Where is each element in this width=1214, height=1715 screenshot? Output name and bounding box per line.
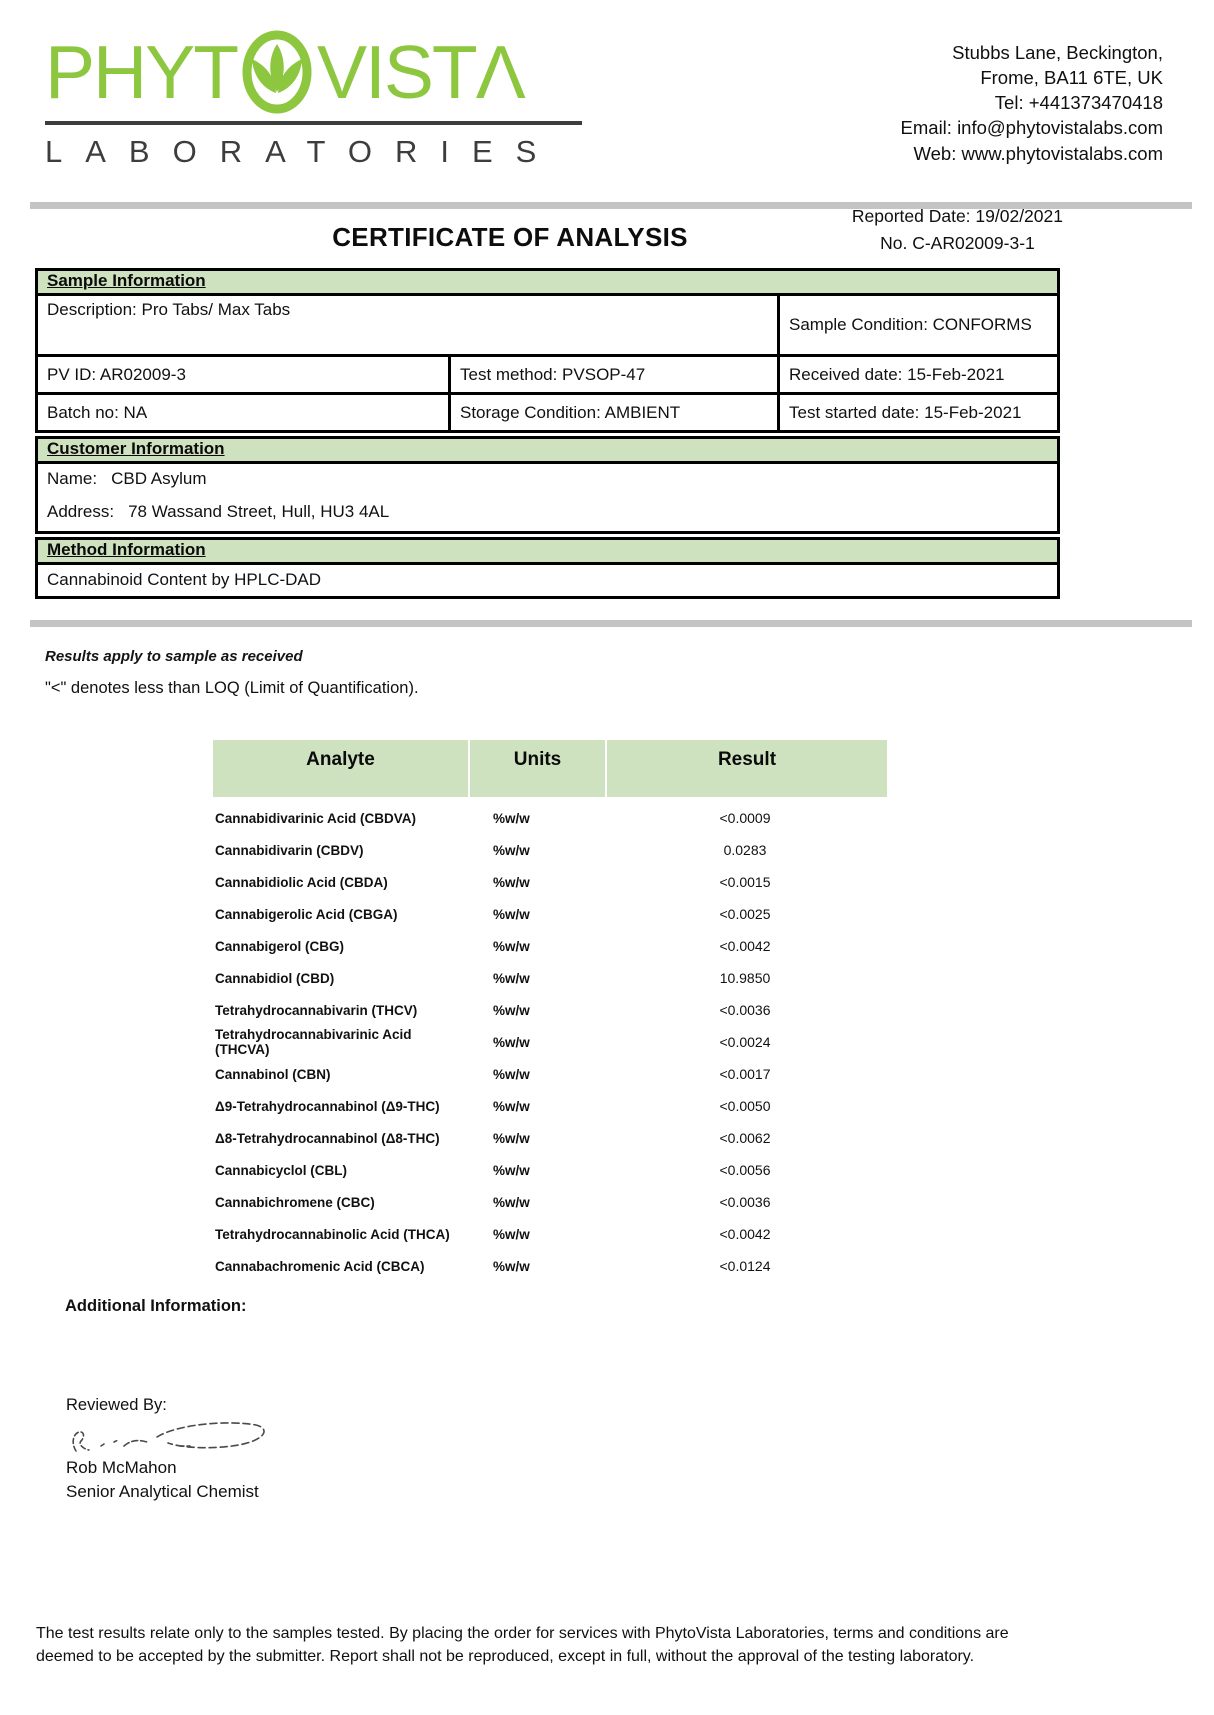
lab-contact-info: [663, 40, 1163, 166]
logo-text-right: VISTΛ: [317, 29, 524, 114]
customer-name-row: [47, 469, 1048, 489]
results-table: [213, 740, 887, 1282]
customer-name-value: CBD Asylum: [111, 469, 207, 488]
units-cell: %w/w: [493, 874, 530, 890]
reviewer-name: Rob McMahon: [66, 1458, 177, 1477]
units-cell: %w/w: [493, 1258, 530, 1274]
results-table-header: [213, 740, 887, 797]
result-cell: <0.0062: [719, 1130, 771, 1146]
report-meta: [852, 203, 1063, 257]
analyte-cell: Δ9-Tetrahydrocannabinol (Δ9-THC): [215, 1098, 440, 1114]
section-header-sample-information: Sample Information: [35, 268, 1060, 296]
analyte-cell: Cannabigerolic Acid (CBGA): [215, 906, 398, 922]
units-cell: %w/w: [493, 1002, 530, 1018]
analyte-cell: Cannabidiol (CBD): [215, 970, 335, 986]
received-date-cell: Received date: 15-Feb-2021: [780, 357, 1057, 392]
units-cell: %w/w: [493, 1034, 530, 1050]
reviewed-by-label: Reviewed By:: [66, 1396, 167, 1414]
sample-condition-cell: Sample Condition: CONFORMS: [780, 296, 1057, 354]
units-cell: %w/w: [493, 906, 530, 922]
report-number: No. C-AR02009-3-1: [880, 233, 1035, 254]
logo-wordmark: [45, 30, 585, 114]
contact-line: Email: info@phytovistalabs.com: [900, 117, 1163, 139]
contact-line: Frome, BA11 6TE, UK: [980, 67, 1163, 89]
result-cell: 10.9850: [719, 970, 771, 986]
section-divider: [30, 620, 1192, 627]
table-row: [213, 1090, 887, 1122]
analyte-cell: Cannabichromene (CBC): [215, 1194, 375, 1210]
table-row: [213, 1154, 887, 1186]
table-row: [213, 866, 887, 898]
table-row: [213, 802, 887, 834]
contact-line: Tel: +441373470418: [994, 92, 1163, 114]
units-cell: %w/w: [493, 1194, 530, 1210]
units-cell: %w/w: [493, 970, 530, 986]
analyte-cell: Cannabinol (CBN): [215, 1066, 331, 1082]
result-cell: 0.0283: [723, 842, 767, 858]
table-row: [213, 1058, 887, 1090]
column-header-result: Result: [607, 740, 887, 797]
result-cell: <0.0009: [719, 810, 771, 826]
units-cell: %w/w: [493, 1066, 530, 1082]
results-table-body: [213, 802, 887, 1282]
table-row: [213, 994, 887, 1026]
info-sections: [35, 268, 1060, 599]
method-information-box: Cannabinoid Content by HPLC-DAD: [35, 562, 1060, 599]
report-title: CERTIFICATE OF ANALYSIS: [332, 222, 688, 252]
footer-line-1: The test results relate only to the samples tested. By placing the order for services with PhytoVista Laboratories, terms and conditions are: [36, 1625, 1009, 1642]
section-header-method-information: Method Information: [35, 537, 1060, 565]
column-header-units: Units: [470, 740, 605, 797]
footer-disclaimer: [36, 1622, 1191, 1668]
loq-note: "<" denotes less than LOQ (Limit of Quantification).: [45, 679, 419, 697]
analyte-cell: Cannabidiolic Acid (CBDA): [215, 874, 388, 890]
leaf-icon: [240, 30, 314, 114]
contact-line: Stubbs Lane, Beckington,: [952, 42, 1163, 63]
table-row: [213, 898, 887, 930]
logo-divider: [45, 121, 582, 125]
sample-information-table: [35, 293, 1060, 433]
analyte-cell: Cannabachromenic Acid (CBCA): [215, 1258, 425, 1274]
customer-name-label: Name:: [47, 469, 98, 488]
units-cell: %w/w: [493, 1098, 530, 1114]
units-cell: %w/w: [493, 810, 530, 826]
result-cell: <0.0017: [719, 1066, 771, 1082]
footer-line-2: deemed to be accepted by the submitter. Report shall not be reproduced, except in full, without the approval of the testing laboratory.: [36, 1648, 975, 1666]
units-cell: %w/w: [493, 1130, 530, 1146]
signature-image: [60, 1413, 285, 1461]
table-row: [213, 834, 887, 866]
contact-line: Web: www.phytovistalabs.com: [913, 142, 1163, 164]
customer-address-label: Address:: [47, 502, 115, 521]
customer-address-row: [47, 502, 1048, 522]
customer-address-value: 78 Wassand Street, Hull, HU3 4AL: [128, 502, 390, 521]
analyte-cell: Cannabicyclol (CBL): [215, 1162, 348, 1178]
phytovista-logo: [45, 30, 585, 170]
logo-text-left: PHYT: [45, 29, 238, 114]
result-cell: <0.0050: [719, 1098, 771, 1114]
table-row: [213, 1186, 887, 1218]
result-cell: <0.0056: [719, 1162, 771, 1178]
test-method-cell: Test method: PVSOP-47: [451, 357, 777, 392]
units-cell: %w/w: [493, 1226, 530, 1242]
table-row: [213, 1122, 887, 1154]
pv-id-cell: PV ID: AR02009-3: [38, 357, 448, 392]
sample-description-cell: Description: Pro Tabs/ Max Tabs: [38, 296, 777, 354]
result-cell: <0.0036: [719, 1194, 771, 1210]
section-header-customer-information: Customer Information: [35, 436, 1060, 464]
table-row: [213, 962, 887, 994]
result-cell: <0.0042: [719, 1226, 771, 1242]
units-cell: %w/w: [493, 938, 530, 954]
units-cell: %w/w: [493, 842, 530, 858]
reported-date: Reported Date: 19/02/2021: [851, 206, 1063, 226]
test-started-date-cell: Test started date: 15-Feb-2021: [780, 395, 1057, 430]
additional-information-label: Additional Information:: [65, 1297, 247, 1315]
reviewer-role: Senior Analytical Chemist: [66, 1482, 259, 1501]
analyte-cell: Tetrahydrocannabinolic Acid (THCA): [215, 1226, 450, 1242]
result-cell: <0.0024: [719, 1034, 771, 1050]
analyte-cell: Cannabidivarin (CBDV): [215, 842, 364, 858]
table-row: [213, 930, 887, 962]
result-cell: <0.0042: [719, 938, 771, 954]
result-cell: <0.0015: [719, 874, 771, 890]
table-row: [213, 1026, 887, 1058]
analyte-cell: Δ8-Tetrahydrocannabinol (Δ8-THC): [215, 1130, 440, 1146]
analyte-cell: Cannabigerol (CBG): [215, 938, 345, 954]
units-cell: %w/w: [493, 1162, 530, 1178]
column-header-analyte: Analyte: [213, 740, 468, 797]
table-row: [213, 1250, 887, 1282]
analyte-cell: Tetrahydrocannabivarinic Acid (THCVA): [215, 1027, 412, 1057]
analyte-cell: Tetrahydrocannabivarin (THCV): [215, 1002, 418, 1018]
result-cell: <0.0025: [719, 906, 771, 922]
result-cell: <0.0124: [719, 1258, 771, 1274]
logo-tagline: LABORATORIES: [45, 134, 560, 169]
results-apply-note: Results apply to sample as received: [45, 648, 303, 665]
storage-condition-cell: Storage Condition: AMBIENT: [451, 395, 777, 430]
result-cell: <0.0036: [719, 1002, 771, 1018]
table-row: [213, 1218, 887, 1250]
batch-no-cell: Batch no: NA: [38, 395, 448, 430]
customer-information-box: [35, 461, 1060, 534]
analyte-cell: Cannabidivarinic Acid (CBDVA): [215, 810, 417, 826]
